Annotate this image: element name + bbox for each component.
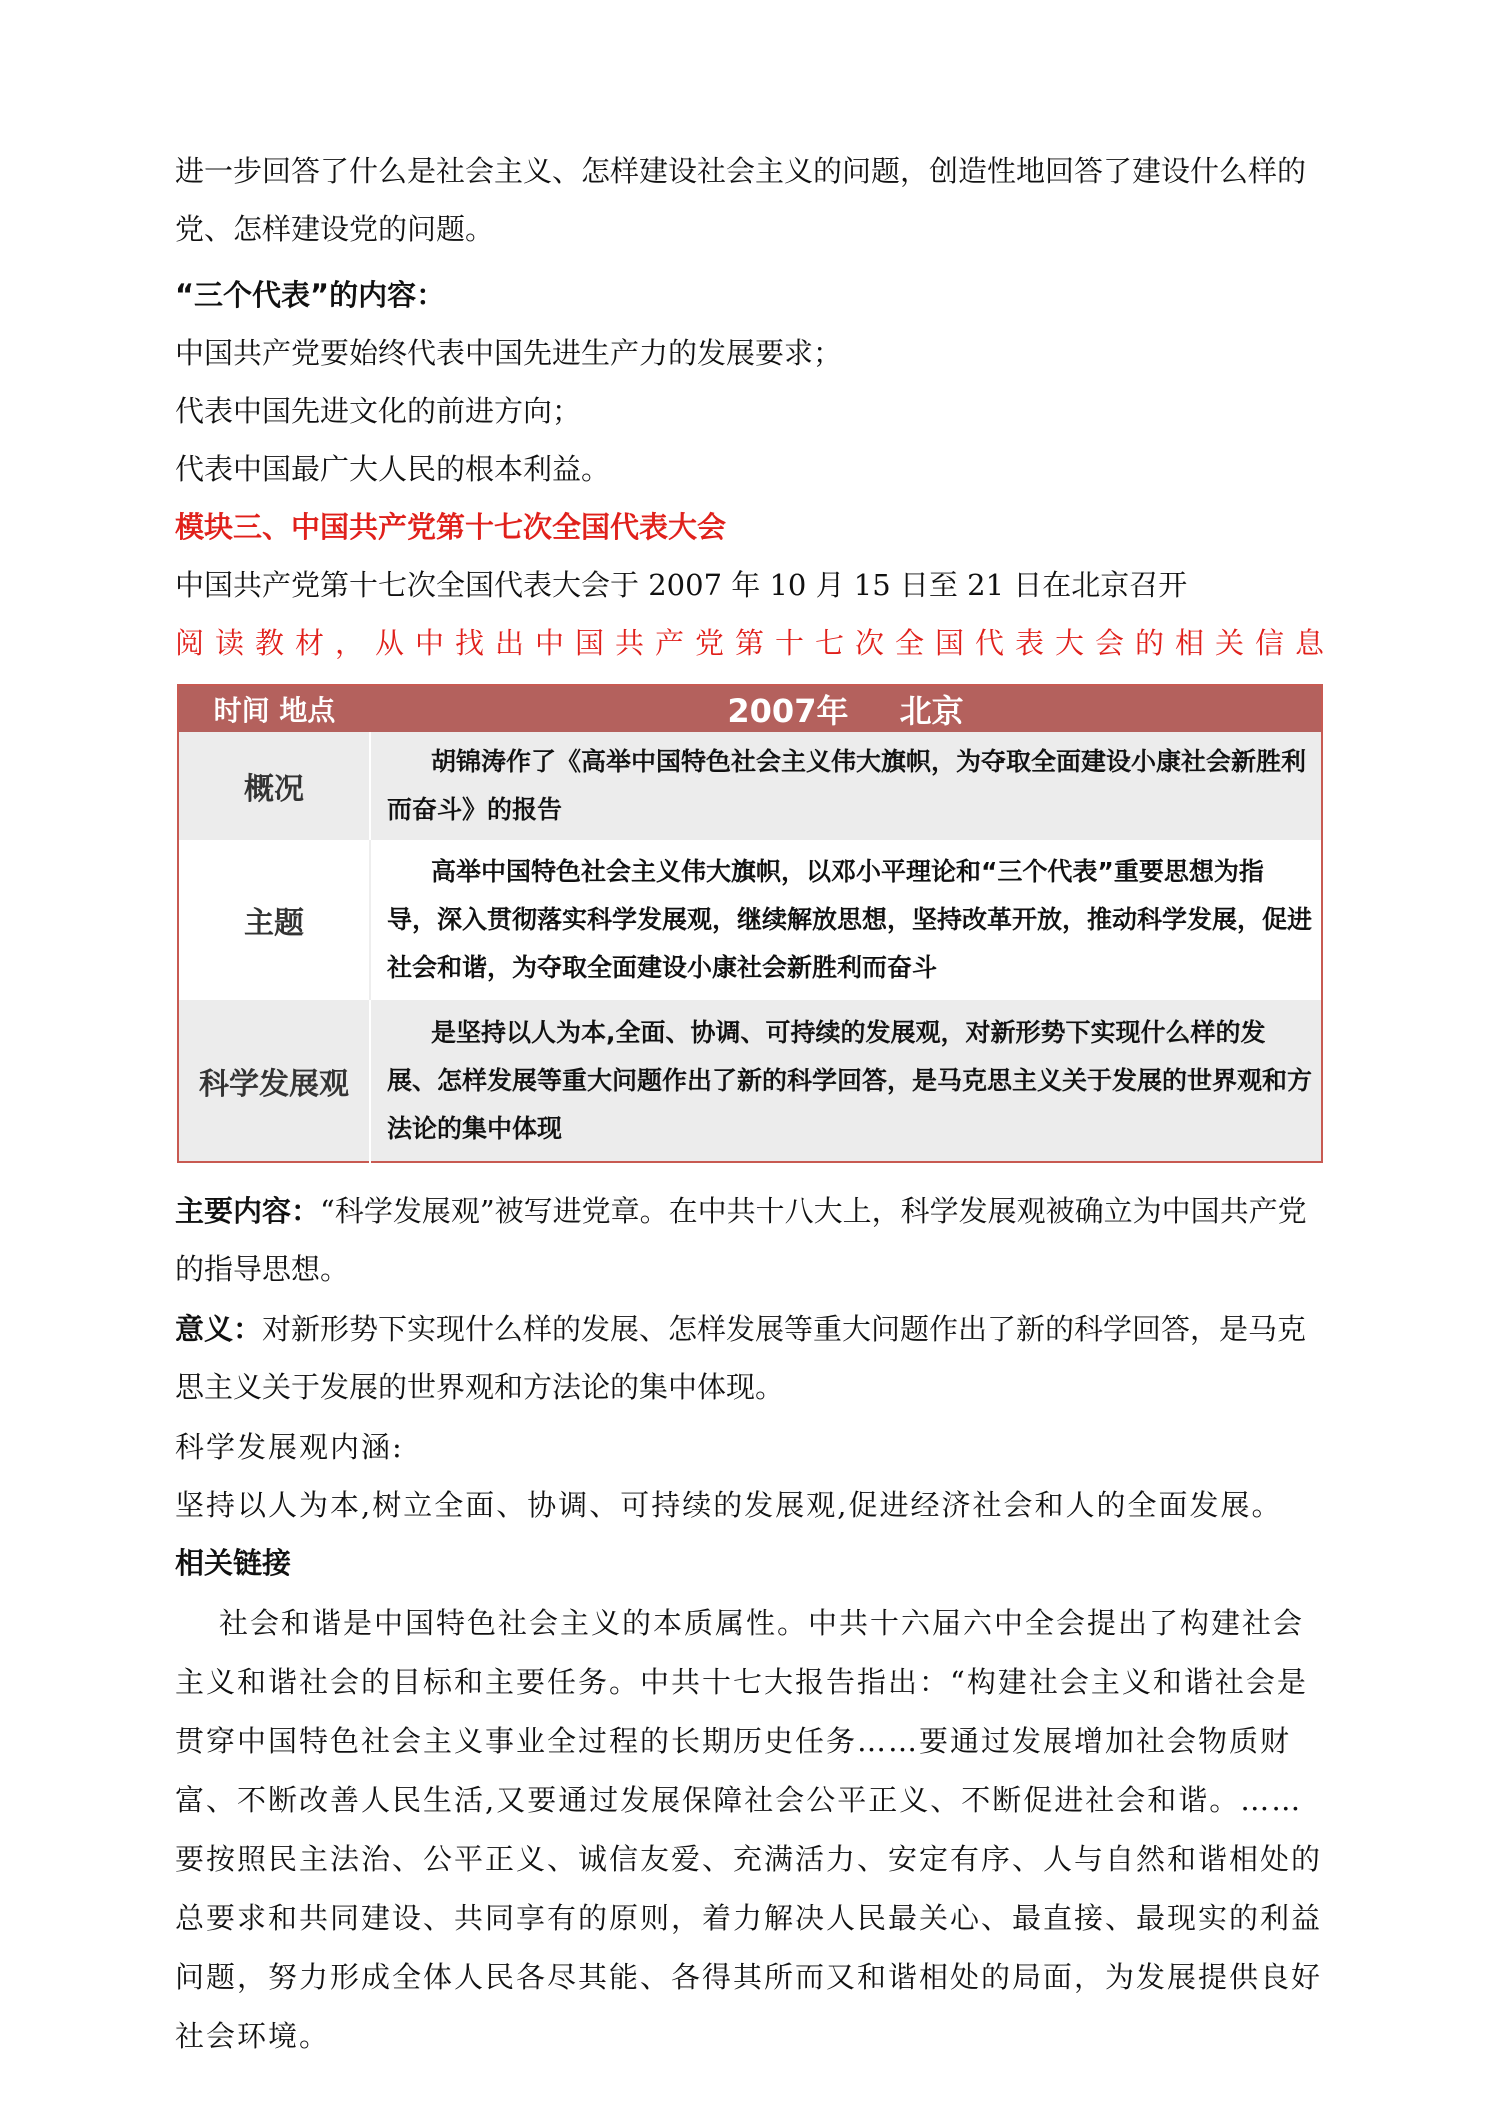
significance-label: 意义：: [175, 1312, 263, 1346]
row-value-theme: 高举中国特色社会主义伟大旗帜，以邓小平理论和“三个代表”重要思想为指导，深入贯彻落实科学发展观，继续解放思想，坚持改革开放，推动科学发展，促进社会和谐，为夺取全面建设小康社会新胜利而奋斗: [370, 840, 1322, 1000]
row-key-overview: 概况: [178, 732, 370, 840]
row-key-theme: 主题: [178, 840, 370, 1000]
congress-info-table: [177, 684, 1323, 1163]
related-links-text: 社会和谐是中国特色社会主义的本质属性。中共十六届六中全会提出了构建社会主义和谐社会的目标和主要任务。中共十七大报告指出：“构建社会主义和谐社会是贯穿中国特色社会主义事业全过程的长期历史任务……要通过发展增加社会物质财富、不断改善人民生活,又要通过发展保障社会公平正义、不断促进社会和谐。……要按照民主法治、公平正义、诚信友爱、充满活力、安定有序、人与自然和谐相处的总要求和共同建设、共同享有的原则，着力解决人民最关心、最直接、最现实的利益问题，努力形成全体人民各尽其能、各得其所而又和谐相处的局面，为发展提供良好社会环境。: [175, 1606, 1323, 2053]
connotation-text: 坚持以人为本,树立全面、协调、可持续的发展观,促进经济社会和人的全面发展。: [175, 1488, 1283, 1522]
main-content-label: 主要内容：: [175, 1194, 321, 1228]
header-key: 时间 地点: [213, 694, 336, 727]
reading-instruction: 阅读教材，从中找出中国共产党第十七次全国代表大会的相关信息: [175, 626, 1336, 660]
module-title: 模块三、中国共产党第十七次全国代表大会: [175, 510, 727, 544]
three-represents-item: 代表中国先进文化的前进方向；: [175, 394, 582, 428]
header-value: 2007年 北京: [727, 692, 964, 730]
related-links-heading: 相关链接: [175, 1546, 292, 1580]
connotation-label: 科学发展观内涵:: [175, 1430, 404, 1464]
intro-paragraph: 进一步回答了什么是社会主义、怎样建设社会主义的问题，创造性地回答了建设什么样的党、怎样建设党的问题。: [175, 154, 1307, 246]
table-row: [178, 732, 1322, 840]
table-row: [178, 840, 1322, 1000]
row-key-scientific-outlook: 科学发展观: [178, 1000, 370, 1162]
significance-text: 对新形势下实现什么样的发展、怎样发展等重大问题作出了新的科学回答，是马克思主义关于发展的世界观和方法论的集中体现。: [175, 1312, 1307, 1404]
row-value-overview: 胡锦涛作了《高举中国特色社会主义伟大旗帜，为夺取全面建设小康社会新胜利而奋斗》的报告: [370, 732, 1322, 840]
row-value-scientific-outlook: 是坚持以人为本,全面、协调、可持续的发展观，对新形势下实现什么样的发展、怎样发展等重大问题作出了新的科学回答，是马克思主义关于发展的世界观和方法论的集中体现: [370, 1000, 1322, 1162]
main-content-text: “科学发展观”被写进党章。在中共十八大上，科学发展观被确立为中国共产党的指导思想。: [175, 1194, 1307, 1286]
main-content-paragraph: [175, 1182, 1325, 1298]
three-represents-item: 代表中国最广大人民的根本利益。: [175, 452, 611, 486]
three-represents-item: 中国共产党要始终代表中国先进生产力的发展要求；: [175, 336, 843, 370]
table-header-row: [178, 685, 1322, 732]
three-represents-heading: “三个代表”的内容：: [175, 278, 446, 312]
congress-date: 中国共产党第十七次全国代表大会于 2007 年 10 月 15 日至 21 日在北京召开: [175, 568, 1188, 602]
table-row: [178, 1000, 1322, 1162]
significance-paragraph: [175, 1300, 1325, 1416]
